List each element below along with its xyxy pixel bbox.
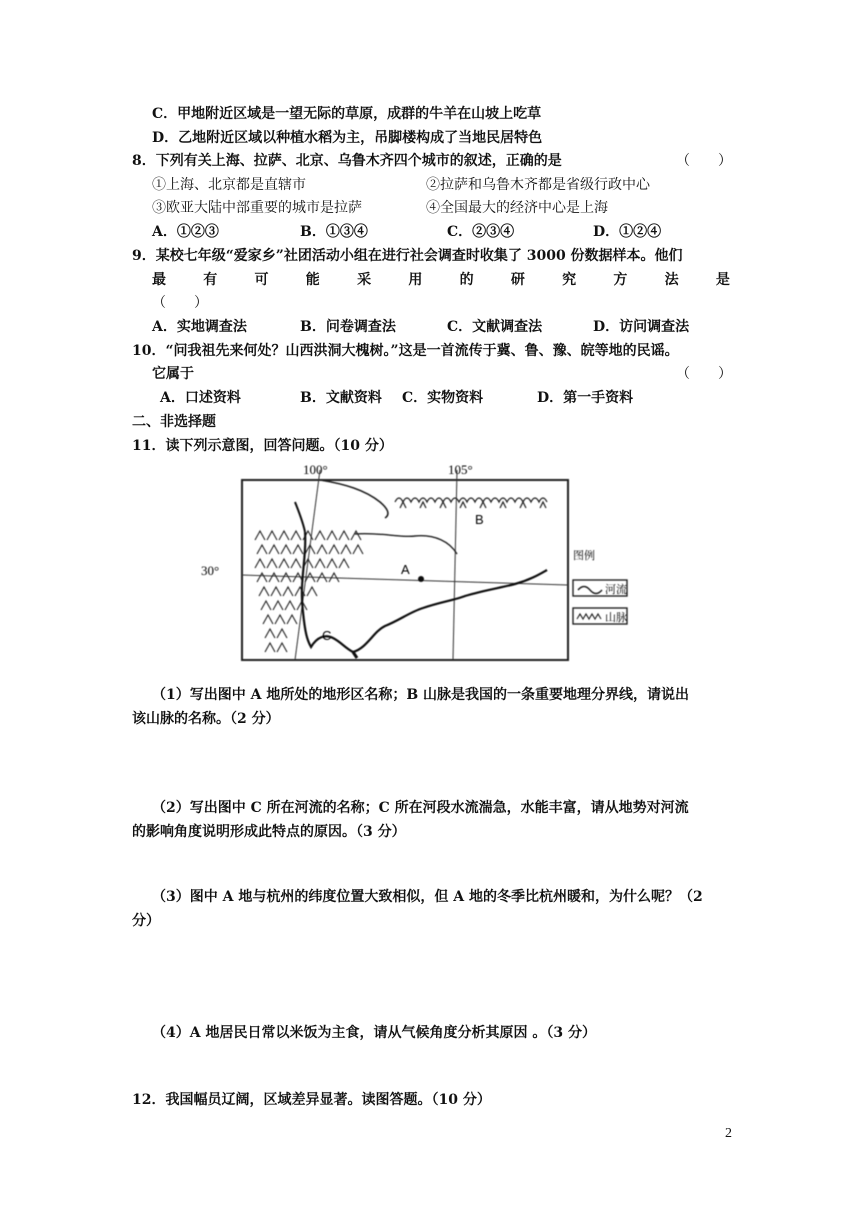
- q11-sub3-line1: （3）图中 A 地与杭州的纬度位置大致相似，但 A 地的冬季比杭州暖和，为什么呢？（2: [152, 889, 703, 905]
- q10-option-d: D．第一手资料: [537, 390, 634, 406]
- q9-char: 能: [305, 272, 320, 288]
- section-heading: 二、非选择题: [132, 414, 216, 430]
- q9-option-c: C．文献调查法: [447, 319, 543, 335]
- q11-stem: 11．读下列示意图，回答问题。（10 分）: [132, 438, 393, 454]
- q11-sub1-line2: 该山脉的名称。（2 分）: [132, 711, 280, 727]
- q9-char: 有: [203, 272, 218, 288]
- q9-char: 用: [408, 272, 423, 288]
- point-a-label: A: [401, 562, 410, 577]
- river-upper: [320, 480, 388, 518]
- q11-sub2-line2: 的影响角度说明形成此特点的原因。（3 分）: [132, 824, 406, 840]
- q10-option-a: A．口述资料: [160, 390, 241, 406]
- q8-item-2: ②拉萨和乌鲁木齐都是省级行政中心: [426, 177, 650, 193]
- river-mark: [353, 652, 357, 658]
- q8-option-d: D．①②④: [593, 224, 662, 240]
- q9-char: 采: [357, 272, 372, 288]
- q10-answer-paren: （ ）: [676, 366, 732, 382]
- q8-option-a: A．①②③: [152, 224, 219, 240]
- q9-stem: 9．某校七年级“爱家乡”社团活动小组在进行社会调查时收集了 3000 份数据样本。他们: [132, 248, 683, 264]
- q9-option-a: A．实地调查法: [152, 319, 247, 335]
- q9-char: 法: [664, 272, 679, 288]
- q10-option-b: B．文献资料: [300, 390, 382, 406]
- q8-answer-paren: （ ）: [676, 153, 732, 169]
- q7-option-d: D．乙地附近区域以种植水稻为主，吊脚楼构成了当地民居特色: [152, 130, 543, 146]
- point-c-label: C: [322, 628, 332, 643]
- lat-label-30: 30°: [201, 563, 220, 578]
- q12-stem: 12．我国幅员辽阔，区域差异显著。读图答题。（10 分）: [132, 1092, 491, 1108]
- legend-title: 图例: [573, 549, 595, 562]
- q8-stem: 8．下列有关上海、拉萨、北京、乌鲁木齐四个城市的叙述，正确的是: [132, 153, 562, 169]
- basin-boundary: [355, 534, 457, 554]
- q8-option-c: C．②③④: [447, 224, 515, 240]
- legend-river-symbol: [578, 587, 602, 594]
- q7-option-c: C．甲地附近区域是一望无际的草原，成群的牛羊在山坡上吃草: [152, 106, 542, 122]
- lon-label-100: 100°: [303, 462, 328, 477]
- q9-char: 的: [459, 272, 474, 288]
- mountain-range-b: [395, 498, 547, 508]
- river-main-upstream: [295, 502, 305, 532]
- q11-map: [195, 462, 635, 672]
- point-a-marker: [418, 576, 424, 582]
- page-number: 2: [725, 1126, 732, 1141]
- q9-option-b: B．问卷调查法: [300, 319, 396, 335]
- q9-char: 可: [254, 272, 269, 288]
- q9-char: 究: [562, 272, 577, 288]
- mountain-range-west: [255, 531, 363, 652]
- map-legend: [573, 548, 627, 624]
- q11-sub2-line1: （2）写出图中 C 所在河流的名称；C 所在河段水流湍急，水能丰富，请从地势对河流: [152, 800, 689, 816]
- legend-river-label: 河流: [605, 583, 627, 596]
- q9-answer-paren: （ ）: [152, 295, 208, 311]
- q9-char: 是: [715, 272, 730, 288]
- q9-option-d: D．访问调查法: [593, 319, 690, 335]
- q8-item-3: ③欧亚大陆中部重要的城市是拉萨: [152, 200, 362, 216]
- q8-item-4: ④全国最大的经济中心是上海: [426, 200, 608, 216]
- q10-stem: 10．“问我祖先来何处？山西洪洞大槐树。”这是一首流传于冀、鲁、豫、皖等地的民谣。: [132, 343, 679, 359]
- q9-stem-line2: [152, 270, 730, 290]
- q11-sub4: （4）A 地居民日常以米饭为主食，请从气候角度分析其原因 。（3 分）: [152, 1025, 596, 1041]
- q9-char: 方: [613, 272, 628, 288]
- q11-sub3-line2: 分）: [132, 913, 160, 929]
- q11-sub1-line1: （1）写出图中 A 地所处的地形区名称；B 山脉是我国的一条重要地理分界线，请说出: [152, 687, 690, 703]
- point-b-label: B: [475, 512, 484, 527]
- legend-mountain-label: 山脉: [605, 611, 627, 624]
- lon-label-105: 105°: [448, 462, 473, 477]
- q10-option-c: C．实物资料: [402, 390, 484, 406]
- q10-stem-line2: 它属于: [152, 366, 194, 382]
- q8-option-b: B．①③④: [300, 224, 368, 240]
- q9-char: 研: [510, 272, 525, 288]
- river-main: [302, 532, 547, 652]
- q8-item-1: ①上海、北京都是直辖市: [152, 177, 306, 193]
- q9-char: 最: [152, 272, 166, 288]
- legend-mountain-symbol: [577, 614, 601, 619]
